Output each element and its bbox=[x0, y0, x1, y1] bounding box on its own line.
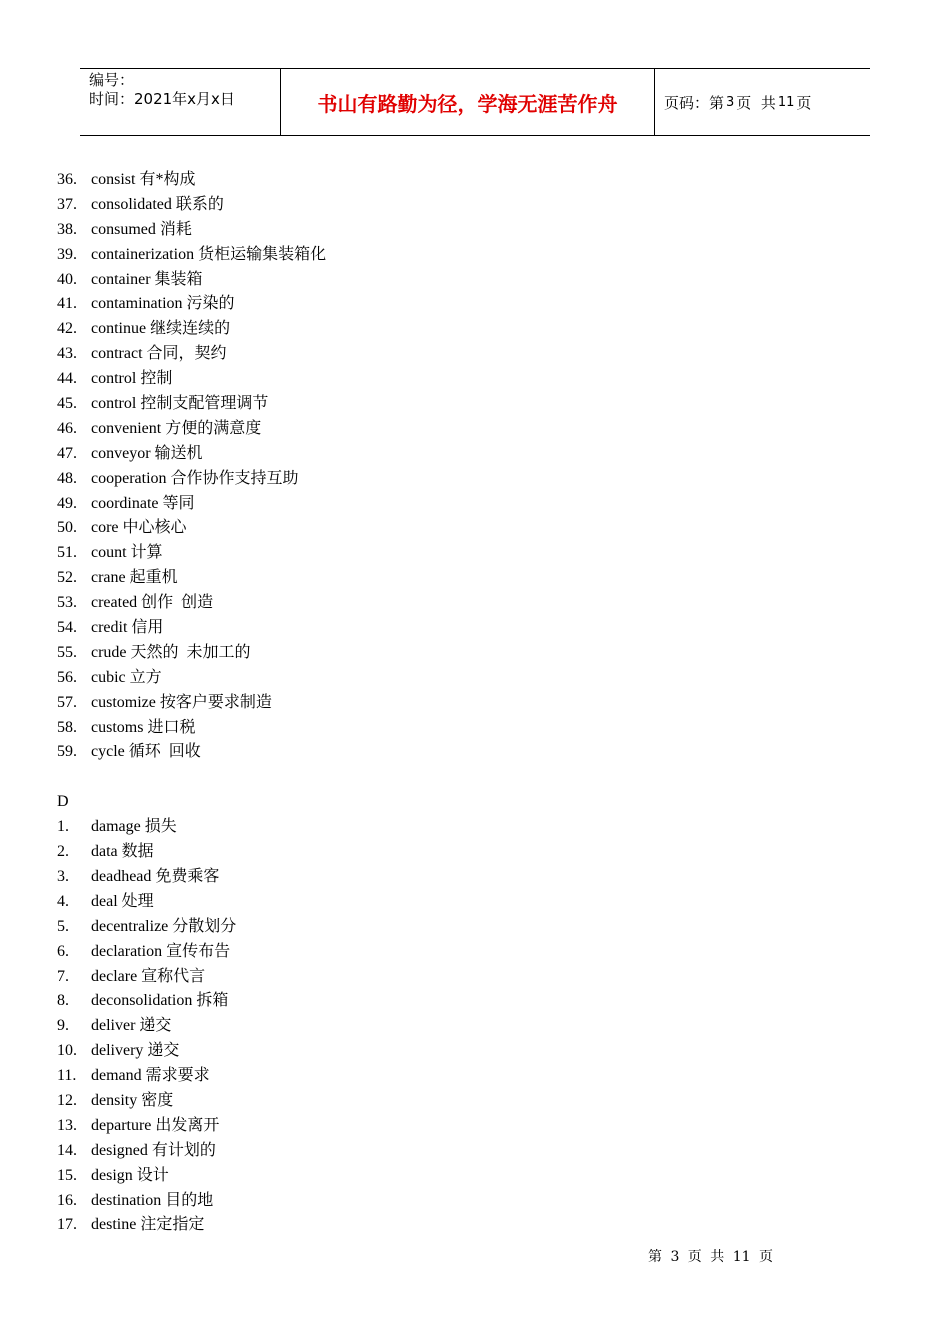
list-item bbox=[57, 740, 757, 765]
list-item bbox=[57, 989, 757, 1014]
item-term: density 密度 bbox=[91, 1091, 174, 1109]
item-number: 47. bbox=[57, 444, 77, 462]
item-number: 17. bbox=[57, 1216, 77, 1234]
item-term: declaration 宣传布告 bbox=[91, 942, 231, 960]
item-number: 1. bbox=[57, 818, 69, 836]
item-term: consolidated 联系的 bbox=[91, 195, 224, 213]
item-term: deconsolidation 拆箱 bbox=[91, 992, 229, 1010]
item-number: 51. bbox=[57, 544, 77, 562]
item-term: consist 有*构成 bbox=[91, 171, 196, 188]
list-item bbox=[57, 218, 757, 243]
item-number: 13. bbox=[57, 1116, 77, 1134]
list-item bbox=[57, 1213, 757, 1238]
item-number: 38. bbox=[57, 220, 77, 238]
item-number: 40. bbox=[57, 270, 77, 288]
item-term: data 数据 bbox=[91, 843, 154, 861]
item-term: customs 进口税 bbox=[91, 718, 196, 736]
list-item bbox=[57, 417, 757, 442]
list-item bbox=[57, 641, 757, 666]
item-number: 3. bbox=[57, 867, 69, 885]
item-term: decentralize 分散划分 bbox=[91, 917, 237, 935]
item-number: 42. bbox=[57, 320, 77, 338]
page-footer: 第 3 页 共 11 页 bbox=[648, 1249, 773, 1265]
item-number: 50. bbox=[57, 519, 77, 537]
list-item bbox=[57, 442, 757, 467]
list-item bbox=[57, 865, 757, 890]
vocabulary-list bbox=[57, 168, 757, 1238]
vocabulary-list-d bbox=[57, 815, 757, 1238]
list-item bbox=[57, 1139, 757, 1164]
item-number: 8. bbox=[57, 992, 69, 1010]
list-item bbox=[57, 168, 757, 193]
list-item bbox=[57, 268, 757, 293]
item-term: control 控制 bbox=[91, 370, 173, 388]
item-term: deliver 递交 bbox=[91, 1017, 172, 1035]
list-item bbox=[57, 367, 757, 392]
item-term: continue 继续连续的 bbox=[91, 320, 231, 338]
list-item bbox=[57, 1089, 757, 1114]
list-item bbox=[57, 1114, 757, 1139]
list-item bbox=[57, 965, 757, 990]
item-number: 6. bbox=[57, 942, 69, 960]
item-term: credit 信用 bbox=[91, 619, 164, 637]
item-term: convenient 方便的满意度 bbox=[91, 419, 262, 437]
list-item bbox=[57, 1064, 757, 1089]
item-number: 54. bbox=[57, 619, 77, 637]
vocabulary-list-c bbox=[57, 168, 757, 765]
list-item bbox=[57, 292, 757, 317]
item-term: contract 合同，契约 bbox=[91, 345, 227, 363]
item-term: consumed 消耗 bbox=[91, 220, 192, 238]
item-term: core 中心核心 bbox=[91, 519, 187, 537]
item-term: destine 注定指定 bbox=[91, 1216, 205, 1234]
list-item bbox=[57, 616, 757, 641]
list-item bbox=[57, 516, 757, 541]
list-item bbox=[57, 915, 757, 940]
item-number: 46. bbox=[57, 419, 77, 437]
item-number: 58. bbox=[57, 718, 77, 736]
item-term: cubic 立方 bbox=[91, 668, 162, 686]
item-term: crude 天然的 未加工的 bbox=[91, 643, 251, 661]
page-current: 3 bbox=[726, 94, 735, 110]
item-number: 10. bbox=[57, 1042, 77, 1060]
list-item bbox=[57, 492, 757, 517]
code-label: 编号： bbox=[89, 71, 135, 89]
item-number: 37. bbox=[57, 195, 77, 213]
item-term: demand 需求要求 bbox=[91, 1067, 210, 1085]
item-term: designed 有计划的 bbox=[91, 1141, 216, 1159]
list-item bbox=[57, 193, 757, 218]
item-number: 4. bbox=[57, 892, 69, 910]
header-page-info bbox=[655, 69, 870, 135]
item-term: created 创作 创造 bbox=[91, 594, 214, 612]
header-motto: 书山有路勤为径，学海无涯苦作舟 bbox=[281, 69, 655, 135]
list-item bbox=[57, 1189, 757, 1214]
page-suffix: 页 bbox=[796, 93, 812, 112]
item-term: deadhead 免费乘客 bbox=[91, 867, 220, 885]
list-item bbox=[57, 591, 757, 616]
item-number: 5. bbox=[57, 917, 69, 935]
list-item bbox=[57, 691, 757, 716]
time-label: 时间：2021年x月x日 bbox=[89, 90, 235, 108]
item-term: delivery 递交 bbox=[91, 1042, 180, 1060]
item-term: cooperation 合作协作支持互助 bbox=[91, 469, 299, 487]
item-number: 14. bbox=[57, 1141, 77, 1159]
item-term: damage 损失 bbox=[91, 818, 177, 836]
item-term: departure 出发离开 bbox=[91, 1116, 220, 1134]
item-number: 55. bbox=[57, 643, 77, 661]
item-number: 16. bbox=[57, 1191, 77, 1209]
list-item bbox=[57, 467, 757, 492]
item-number: 9. bbox=[57, 1017, 69, 1035]
item-number: 48. bbox=[57, 469, 77, 487]
list-item bbox=[57, 1014, 757, 1039]
list-item bbox=[57, 392, 757, 417]
item-number: 12. bbox=[57, 1091, 77, 1109]
item-term: crane 起重机 bbox=[91, 569, 178, 587]
list-item bbox=[57, 317, 757, 342]
list-item bbox=[57, 940, 757, 965]
item-number: 52. bbox=[57, 569, 77, 587]
item-term: coordinate 等同 bbox=[91, 494, 195, 512]
list-item bbox=[57, 541, 757, 566]
list-item bbox=[57, 716, 757, 741]
item-number: 36. bbox=[57, 171, 77, 188]
item-term: declare 宣称代言 bbox=[91, 967, 206, 985]
list-item bbox=[57, 815, 757, 840]
item-number: 41. bbox=[57, 295, 77, 313]
list-item bbox=[57, 890, 757, 915]
item-number: 7. bbox=[57, 967, 69, 985]
header-left-cell bbox=[80, 69, 281, 135]
item-term: count 计算 bbox=[91, 544, 163, 562]
item-term: destination 目的地 bbox=[91, 1191, 214, 1209]
page-mid: 页 共 bbox=[736, 93, 776, 112]
item-term: design 设计 bbox=[91, 1166, 169, 1184]
list-item bbox=[57, 342, 757, 367]
list-item bbox=[57, 1164, 757, 1189]
item-number: 45. bbox=[57, 395, 77, 413]
item-term: cycle 循环 回收 bbox=[91, 743, 201, 761]
list-item bbox=[57, 666, 757, 691]
item-number: 59. bbox=[57, 743, 77, 761]
item-number: 39. bbox=[57, 245, 77, 263]
item-term: container 集装箱 bbox=[91, 270, 203, 288]
item-term: conveyor 输送机 bbox=[91, 444, 203, 462]
list-item bbox=[57, 566, 757, 591]
item-term: customize 按客户要求制造 bbox=[91, 693, 272, 711]
page-header bbox=[80, 68, 870, 136]
item-number: 56. bbox=[57, 668, 77, 686]
item-number: 15. bbox=[57, 1166, 77, 1184]
list-item bbox=[57, 243, 757, 268]
item-term: control 控制支配管理调节 bbox=[91, 395, 269, 413]
item-number: 53. bbox=[57, 594, 77, 612]
item-number: 49. bbox=[57, 494, 77, 512]
item-term: deal 处理 bbox=[91, 892, 154, 910]
item-number: 57. bbox=[57, 693, 77, 711]
page-total: 11 bbox=[777, 94, 795, 110]
item-number: 2. bbox=[57, 843, 69, 861]
item-term: contamination 污染的 bbox=[91, 295, 235, 313]
list-item bbox=[57, 1039, 757, 1064]
item-number: 11. bbox=[57, 1067, 77, 1085]
item-term: containerization 货柜运输集装箱化 bbox=[91, 245, 327, 263]
page-prefix: 页码：第 bbox=[664, 93, 725, 112]
section-heading-d: D bbox=[57, 793, 69, 811]
item-number: 43. bbox=[57, 345, 77, 363]
list-item bbox=[57, 840, 757, 865]
item-number: 44. bbox=[57, 370, 77, 388]
